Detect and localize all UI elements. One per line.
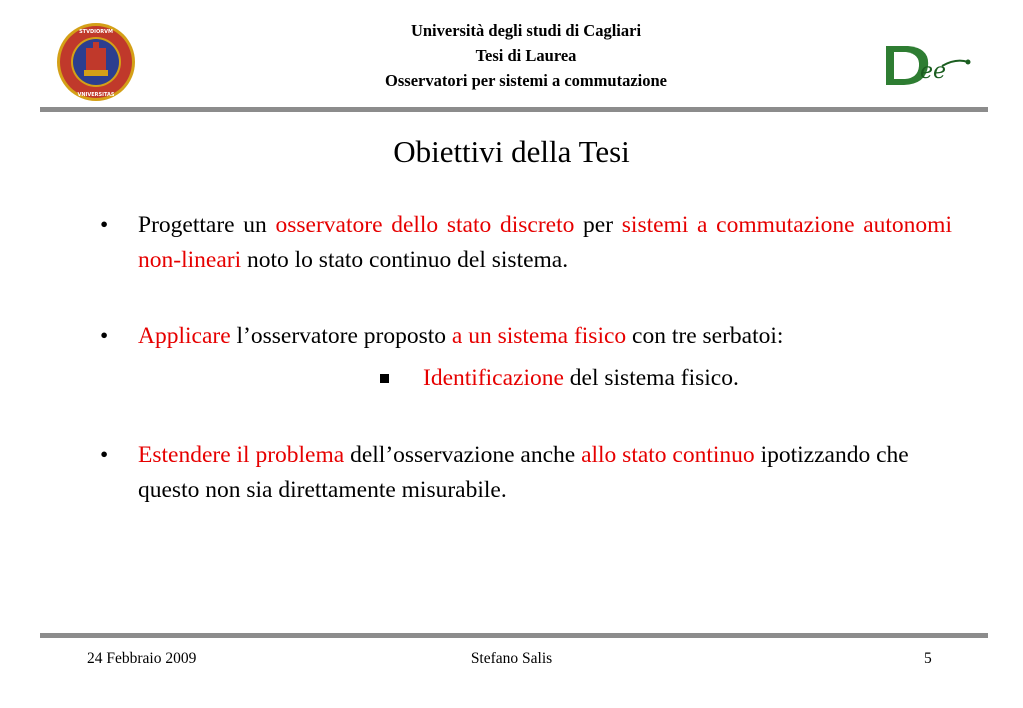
page-number: 5: [924, 650, 932, 667]
footer-author: Stefano Salis: [470, 650, 553, 667]
bullet-dot-icon: •: [100, 212, 109, 238]
diee-logo-icon: [878, 38, 973, 90]
header-divider: [40, 107, 988, 112]
bullet-dot-icon: •: [100, 323, 109, 349]
bullet-2-text-2: con tre serbatoi:: [626, 323, 784, 349]
footer-date: 24 Febbraio 2009: [87, 650, 197, 667]
bullet-2-highlight-2: a un sistema fisico: [451, 323, 627, 349]
slide-content: [100, 208, 952, 508]
university-seal-icon: [56, 22, 136, 102]
bullet-item-1: [100, 208, 952, 278]
sub-bullet-highlight: Identificazione: [423, 365, 564, 391]
bullet-item-3: [100, 438, 952, 508]
sub-bullet-item: [380, 361, 952, 396]
bullet-3-highlight-1: Estendere il problema: [138, 442, 345, 468]
svg-text:ee: ee: [920, 59, 947, 84]
header-text-block: [280, 18, 772, 93]
header-subtitle: Tesi di Laurea: [475, 46, 577, 65]
bullet-1-text-2: per: [574, 212, 622, 238]
university-name: Università degli studi di Cagliari: [410, 21, 642, 40]
bullet-dot-icon: •: [100, 442, 109, 468]
slide-title: Obiettivi della Tesi: [393, 134, 630, 169]
bullet-3-highlight-2: allo stato continuo: [581, 442, 755, 468]
bullet-item-2: [100, 319, 952, 354]
footer-divider: [40, 633, 988, 638]
slide-header: [0, 0, 1023, 110]
square-bullet-icon: [380, 374, 389, 383]
bullet-1-highlight-2: sistemi a commutazione autonomi non-lineari: [138, 212, 952, 273]
thesis-title: Osservatori per sistemi a commutazione: [385, 71, 667, 90]
sub-bullet-text: del sistema fisico.: [563, 365, 739, 391]
bullet-3-text: dell’osservazione anche: [344, 442, 582, 468]
bullet-2-text: l’osservatore proposto: [230, 323, 452, 349]
bullet-3-text-2: ipotizzando che questo non sia direttamente misurabile.: [138, 442, 909, 503]
bullet-2-highlight-1: Applicare: [138, 323, 231, 349]
bullet-1-highlight-1: osservatore dello stato discreto: [275, 212, 575, 238]
svg-text:STVDIORVM: STVDIORVM: [79, 29, 113, 35]
svg-text:VNIVERSITAS: VNIVERSITAS: [77, 92, 115, 98]
bullet-1-text-3: noto lo stato continuo del sistema.: [241, 247, 569, 273]
bullet-1-text: Progettare un: [138, 212, 276, 238]
